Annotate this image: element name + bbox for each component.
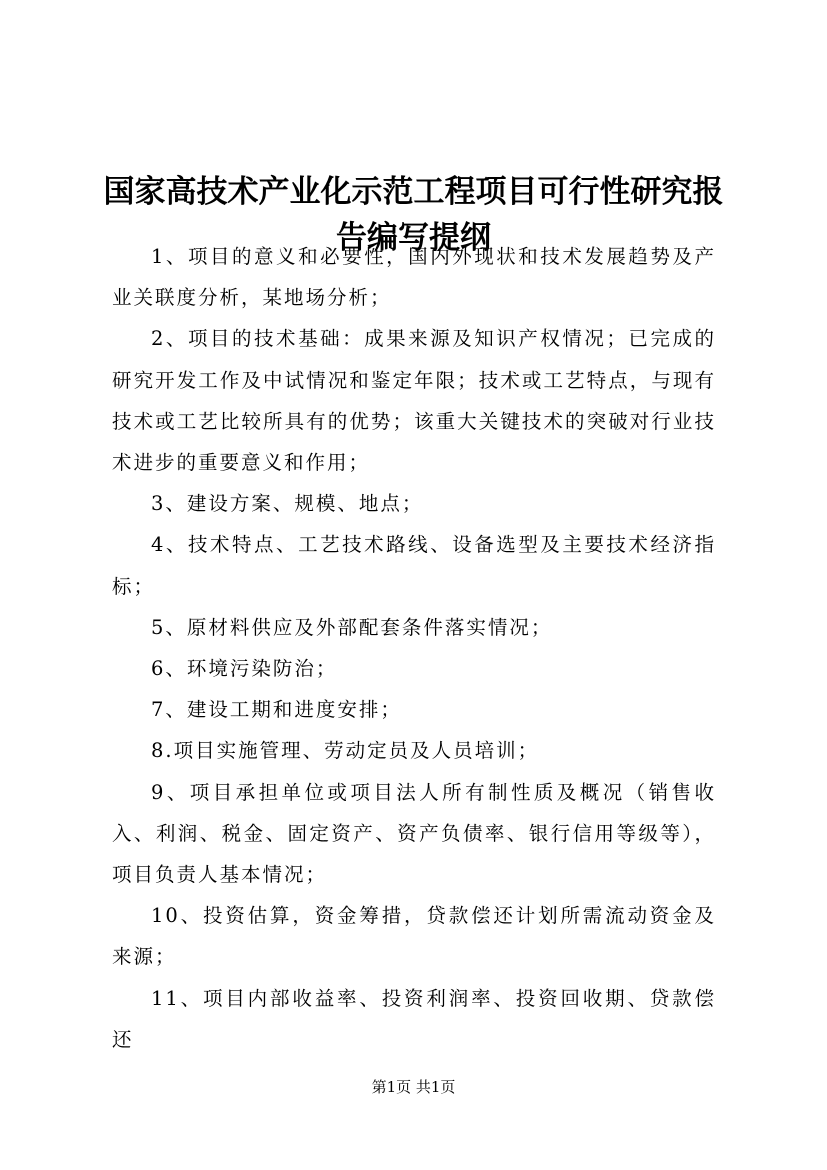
paragraph-3: 3、建设方案、规模、地点； (151, 492, 424, 516)
paragraph-7: 7、建设工期和进度安排； (151, 698, 402, 722)
paragraph-10: 10、投资估算，资金筹措，贷款偿还计划所需流动资金及来源； (112, 904, 716, 969)
paragraph-2: 2、项目的技术基础：成果来源及知识产权情况；已完成的研究开发工作及中试情况和鉴定年限；技术或工艺特点，与现有技术或工艺比较所具有的优势；该重大关键技术的突破对行业技术进步的重要意义和作用； (112, 327, 716, 475)
paragraph-1: 1、项目的意义和必要性，国内外现状和技术发展趋势及产业关联度分析，某地场分析； (112, 245, 716, 310)
page-footer: 第1页 共1页 (371, 1078, 456, 1096)
document-body (112, 236, 716, 1060)
document-title: 国家高技术产业化示范工程项目可行性研究报告编写提纲 (103, 173, 724, 256)
paragraph-8: 8.项目实施管理、劳动定员及人员培训； (151, 739, 540, 763)
paragraph-5: 5、原材料供应及外部配套条件落实情况； (151, 615, 553, 639)
paragraph-4: 4、技术特点、工艺技术路线、设备选型及主要技术经济指标； (112, 533, 716, 598)
paragraph-9: 9、项目承担单位或项目法人所有制性质及概况（销售收入、利润、税金、固定资产、资产负债率、银行信用等级等），项目负责人基本情况； (112, 780, 716, 887)
paragraph-6: 6、环境污染防治； (151, 657, 338, 681)
paragraph-11: 11、项目内部收益率、投资利润率、投资回收期、贷款偿还 (112, 986, 716, 1051)
